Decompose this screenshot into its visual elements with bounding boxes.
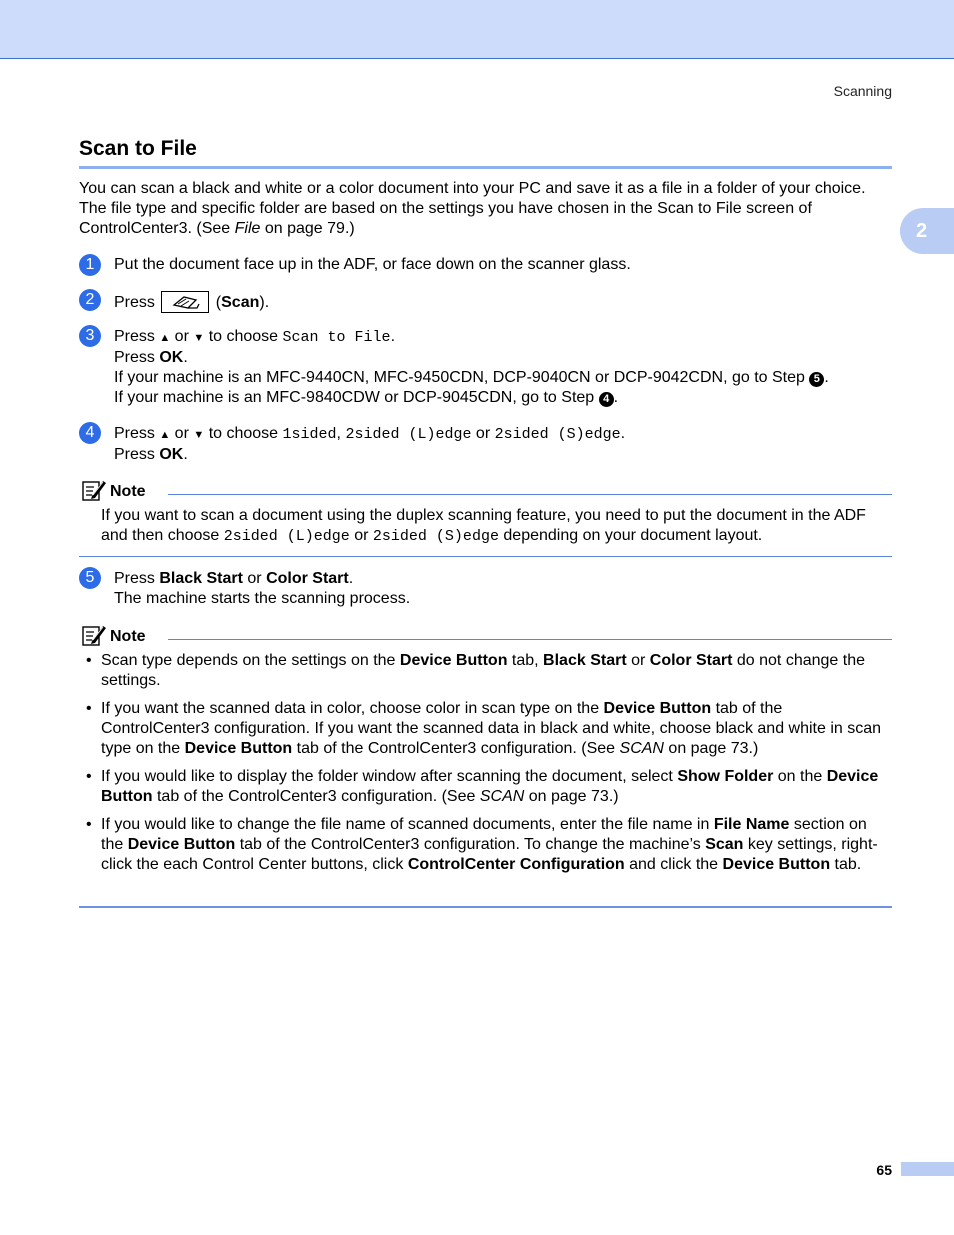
step-number: 1 [79, 254, 101, 276]
file-link[interactable]: File [234, 220, 261, 237]
step-5 [79, 567, 894, 609]
list-item: • If you would like to change the file name of scanned documents, enter the file name in File Name section on the Device Button tab of the ControlCenter3 configuration. To change the machine’s Scan key settings, right-click the each Control Center buttons, click ControlCenter Configuration and click the Device Button tab. [86, 816, 878, 873]
up-arrow-icon: ▲ [159, 429, 171, 441]
note-label: Note [110, 628, 146, 645]
scan-link[interactable]: SCAN [619, 740, 664, 757]
list-item: • If you want the scanned data in color, choose color in scan type on the Device Button tab of the ControlCenter3 configuration. If you want the scanned data in black and white, choose black and white in scan type on the Device Button tab of the ControlCenter3 configuration. (See SCAN on page 73.) [86, 700, 882, 757]
step-number: 2 [79, 289, 101, 311]
ok-key: OK [159, 446, 184, 463]
step-1 [79, 254, 894, 275]
note-pencil-icon [81, 478, 107, 508]
list-item: • Scan type depends on the settings on the Device Button tab, Black Start or Color Start do not change the settings. [86, 652, 865, 689]
step-text: Press ▲ or ▼ to choose Scan to File. Press OK. If your machine is an MFC-9440CN, MFC-9450CDN, DCP-9040CN or DCP-9042CDN, go to Step 5 . If your machine is an MFC-9840CDW or DCP-9045CDN, go to Step 4 . [114, 328, 829, 406]
step-3 [79, 325, 894, 408]
chapter-tab: 2 [900, 208, 954, 254]
menu-option: 2sided (S)edge [494, 426, 621, 443]
menu-option: 2sided (L)edge [345, 426, 472, 443]
step-text: Press Black Start or Color Start. The machine starts the scanning process. [114, 570, 411, 607]
page-number: 65 [876, 1162, 892, 1178]
step-ref-4[interactable]: 4 [599, 392, 614, 407]
step-4 [79, 422, 894, 465]
top-header-band [0, 0, 954, 59]
title-rule [79, 166, 892, 169]
note-header [79, 478, 892, 502]
menu-option: 1sided [282, 426, 337, 443]
scan-link[interactable]: SCAN [479, 788, 525, 805]
note-text: If you want to scan a document using the duplex scanning feature, you need to put the document in the ADF and then choose 2sided (L)edge or 2sided (S)edge depending on your document layout. [101, 507, 866, 545]
page-number-bar [901, 1162, 954, 1176]
note-rule [168, 494, 892, 495]
step-text: Press ▲ or ▼ to choose 1sided, 2sided (L)edge or 2sided (S)edge. Press OK. [114, 425, 626, 463]
down-arrow-icon: ▼ [193, 332, 205, 344]
running-header: Scanning [833, 83, 892, 99]
step-number: 5 [79, 567, 101, 589]
note-header [79, 623, 892, 647]
color-start-key: Color Start [266, 570, 349, 587]
step-number: 4 [79, 422, 101, 444]
scan-key-label: Scan [221, 294, 260, 311]
step-2 [79, 289, 894, 313]
up-arrow-icon: ▲ [159, 332, 171, 344]
menu-option: Scan to File [282, 329, 391, 346]
step-ref-5[interactable]: 5 [809, 372, 824, 387]
note-bullet-list [79, 651, 892, 883]
intro-paragraph: You can scan a black and white or a color document into your PC and save it as a file in a folder of your choice. The file type and specific folder are based on the settings you have chosen in the Scan to File screen of ControlCenter3. (See File on page 79.) [79, 180, 866, 237]
note-rule [168, 639, 892, 640]
note-pencil-icon [81, 623, 107, 653]
step-text: Press (Scan). [114, 289, 894, 313]
scan-key-icon [161, 291, 209, 313]
black-start-key: Black Start [159, 570, 243, 587]
note-end-rule [79, 556, 892, 557]
page-title: Scan to File [79, 137, 197, 160]
step-text: Put the document face up in the ADF, or face down on the scanner glass. [114, 256, 631, 273]
down-arrow-icon: ▼ [193, 429, 205, 441]
section-end-rule [79, 906, 892, 908]
ok-key: OK [159, 349, 184, 366]
note-label: Note [110, 483, 146, 500]
list-item: • If you would like to display the folder window after scanning the document, select Show Folder on the Device Button tab of the ControlCenter3 configuration. (See SCAN on page 73.) [86, 768, 879, 805]
step-number: 3 [79, 325, 101, 347]
